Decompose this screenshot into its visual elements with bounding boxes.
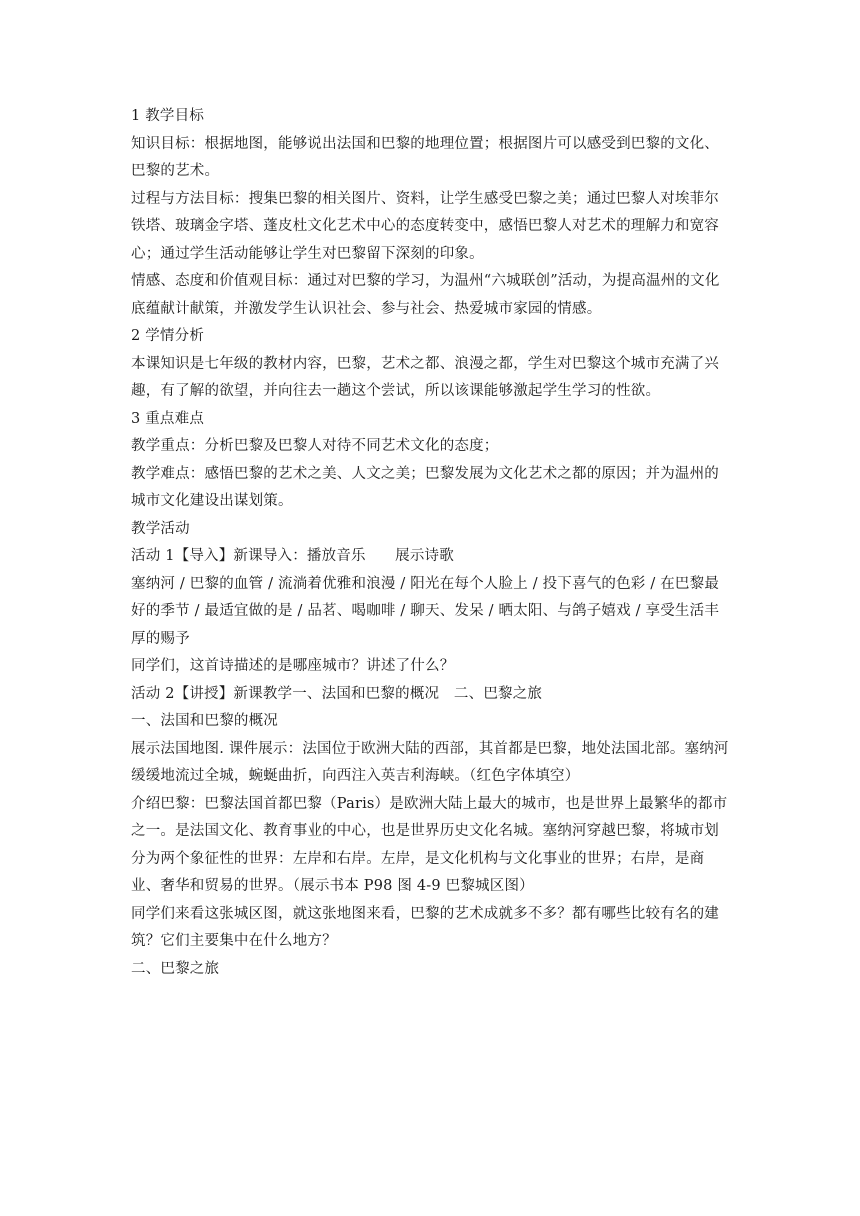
emotion-attitude-goal-paragraph: 情感、态度和价值观目标：通过对巴黎的学习，为温州“六城联创”活动，为提高温州的文化底蕴献计献策，并激发学生认识社会、参与社会、热爱城市家园的情感。 [131,273,720,317]
document-body [131,103,731,983]
difficult-point-paragraph: 教学难点：感悟巴黎的艺术之美、人文之美；巴黎发展为文化艺术之都的原因；并为温州的城市文化建设出谋划策。 [131,465,719,509]
paris-intro-paragraph: 介绍巴黎：巴黎法国首都巴黎（Paris）是欧洲大陆上最大的城市，也是世界上最繁华的都市之一。是法国文化、教育事业的中心，也是世界历史文化名城。塞纳河穿越巴黎，将城市划分为两个象征性的世界：左岸和右岸。左岸，是文化机构与文化事业的世界；右岸，是商业、奢华和贸易的世界。（展示书本 P98 图 4-9 巴黎城区图） [131,795,728,894]
section-heading-key-points: 3 重点难点 [131,410,205,427]
city-map-question-paragraph: 同学们来看这张城区图，就这张地图来看，巴黎的艺术成就多不多？都有哪些比较有名的建筑？它们主要集中在什么地方？ [131,905,719,949]
poem-question-paragraph: 同学们，这首诗描述的是哪座城市？讲述了什么？ [131,658,455,674]
subsection-heading-paris-tour: 二、巴黎之旅 [131,960,220,977]
section-heading-student-analysis: 2 学情分析 [131,328,205,344]
key-point-paragraph: 教学重点：分析巴黎及巴黎人对待不同艺术文化的态度； [131,438,499,454]
subsection-heading-overview: 一、法国和巴黎的概况 [131,713,278,729]
student-analysis-paragraph: 本课知识是七年级的教材内容，巴黎，艺术之都、浪漫之都，学生对巴黎这个城市充满了兴趣，有了解的欲望，并向往去一趟这个尝试，所以该课能够激起学生学习的性欲。 [131,355,719,399]
activity-1-heading: 活动 1【导入】新课导入：播放音乐 展示诗歌 [131,548,454,564]
knowledge-goal-paragraph: 知识目标：根据地图，能够说出法国和巴黎的地理位置；根据图片可以感受到巴黎的文化、巴黎的艺术。 [131,135,719,179]
france-map-paragraph: 展示法国地图. 课件展示：法国位于欧洲大陆的西部，其首都是巴黎，地处法国北部。塞纳河缓缓地流过全城，蜿蜒曲折，向西注入英吉利海峡。（红色字体填空） [131,740,729,784]
process-method-goal-paragraph: 过程与方法目标：搜集巴黎的相关图片、资料，让学生感受巴黎之美；通过巴黎人对埃菲尔铁塔、玻璃金字塔、蓬皮杜文化艺术中心的态度转变中，感悟巴黎人对艺术的理解力和宽容心；通过学生活动能够让学生对巴黎留下深刻的印象。 [131,190,719,262]
poem-paragraph: 塞纳河 / 巴黎的血管 / 流淌着优雅和浪漫 / 阳光在每个人脸上 / 投下喜气的色彩 / 在巴黎最好的季节 / 最适宜做的是 / 品茗、喝咖啡 / 聊天、发呆 / 晒太阳、与鸽子嬉戏 / 享受生活丰厚的赐予 [131,575,720,647]
section-heading-teaching-activities: 教学活动 [131,520,190,537]
activity-2-heading: 活动 2【讲授】新课教学一、法国和巴黎的概况 二、巴黎之旅 [131,685,543,702]
section-heading-teaching-goals: 1 教学目标 [131,108,205,124]
